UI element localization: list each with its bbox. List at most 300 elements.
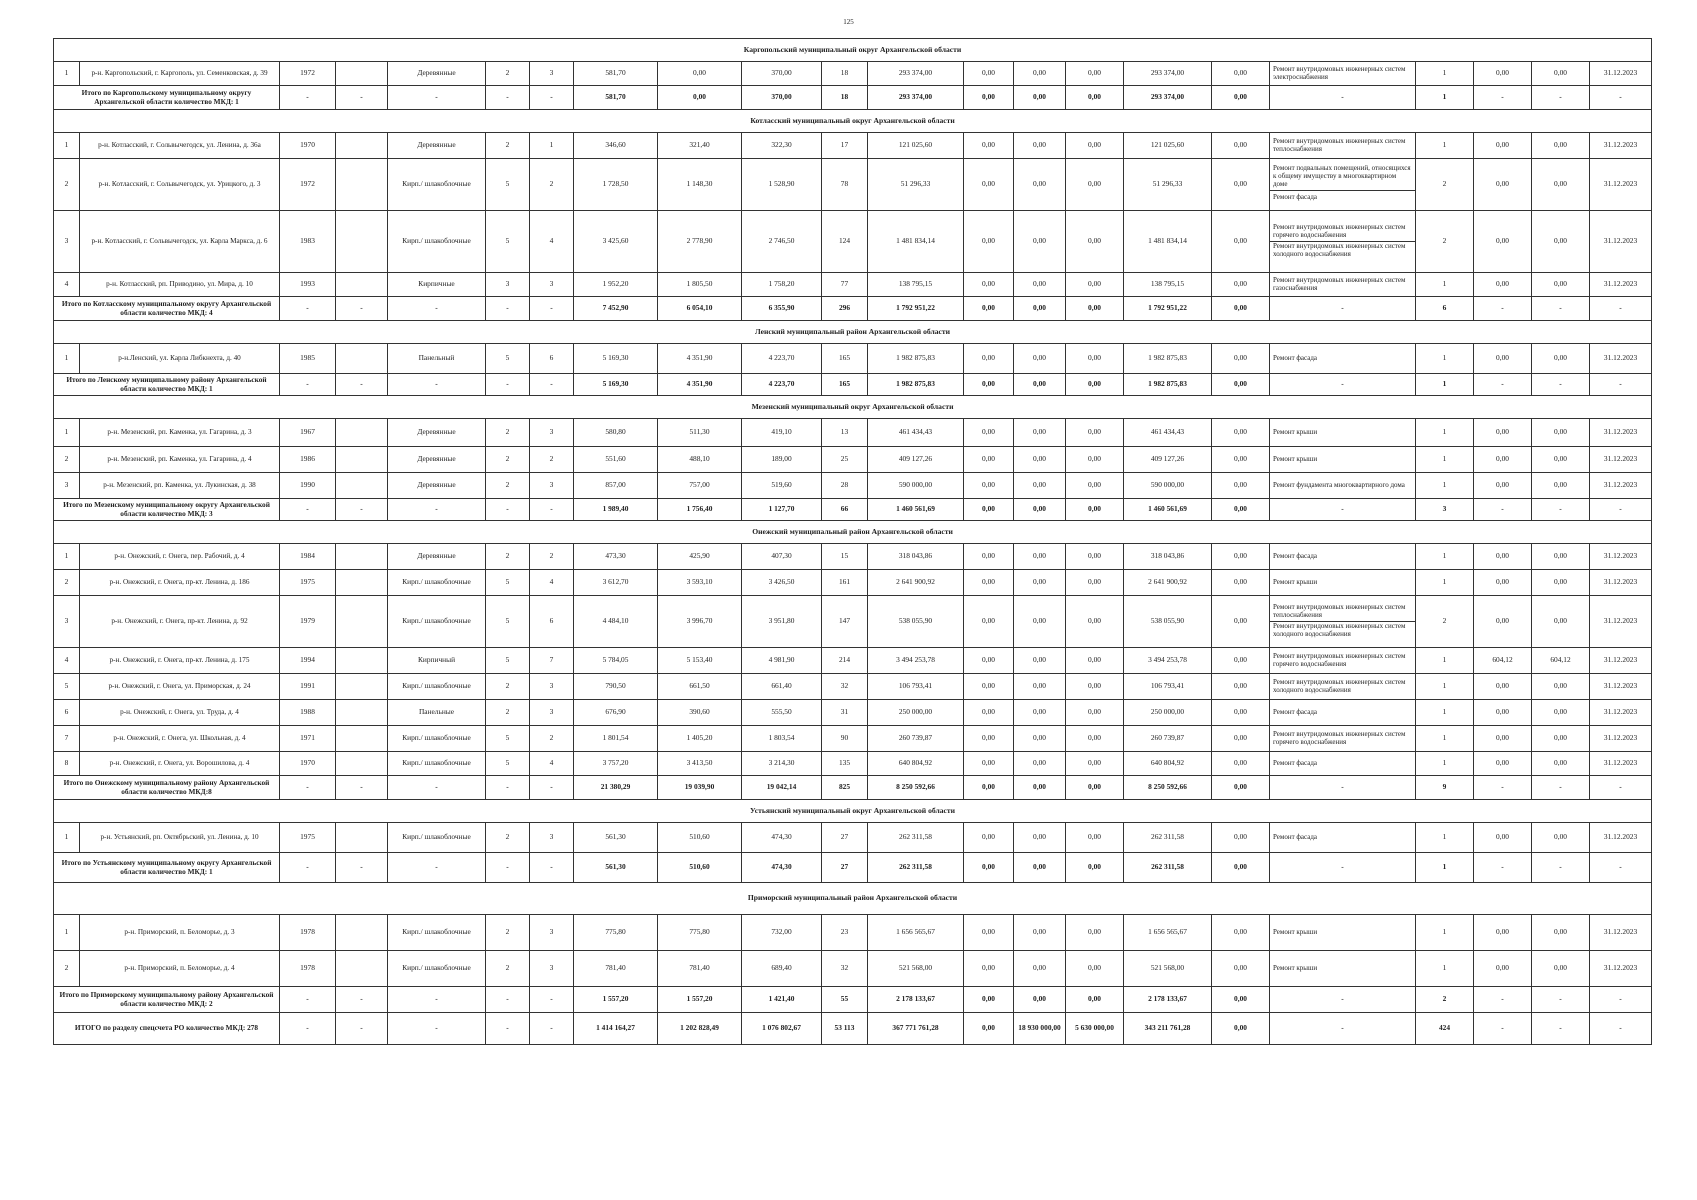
work-count-cell: 1 [1416,447,1474,473]
entrances-cell: 3 [530,473,574,499]
specific-cost-cell: 0,00 [1474,596,1532,648]
year-cell: - [280,86,336,110]
c2-cell: 0,00 [1014,344,1066,374]
area-cell: 781,40 [574,951,658,987]
total-area-cell: 5 169,30 [574,374,658,396]
c1-cell: 0,00 [964,596,1014,648]
area-cell: 580,80 [574,419,658,447]
works-cell [1270,273,1416,297]
total-area-cell: 581,70 [574,86,658,110]
people-cell: 214 [822,648,868,674]
work-type: Ремонт внутридомовых инженерных систем теплоснабжения [1273,136,1406,153]
total-c1-cell: 0,00 [964,776,1014,800]
c1-cell: 0,00 [964,648,1014,674]
cost-cell: 3 494 253,78 [868,648,964,674]
table-row [54,752,1652,776]
total-c3-cell: 0,00 [1066,86,1124,110]
total-area-cell: 561,30 [574,853,658,883]
res-cell: 419,10 [742,419,822,447]
res-cell: 474,30 [742,823,822,853]
c1-cell: 0,00 [964,570,1014,596]
specific-cost-cell: 0,00 [1474,419,1532,447]
total-living-cell: 6 054,10 [658,297,742,321]
living-cell: 5 153,40 [658,648,742,674]
work-type: Ремонт крыши [1273,454,1318,463]
address-cell: р-н. Мезенский, рп. Каменка, ул. Гагарина, д. 4 [80,447,280,473]
row-number-cell: 3 [54,596,80,648]
total-res-cell: 370,00 [742,86,822,110]
c1-cell: 0,00 [964,211,1014,273]
table-row [54,344,1652,374]
max-cost-cell: - [1532,853,1590,883]
work-count-cell: 1 [1416,700,1474,726]
year-cell: 1972 [280,159,336,211]
c1-cell: 0,00 [964,344,1014,374]
address-cell: р-н. Онежский, г. Онега, ул. Труда, д. 4 [80,700,280,726]
work-type: Ремонт крыши [1273,577,1318,586]
entrances-cell: 7 [530,648,574,674]
date-cell: 31.12.2023 [1590,700,1652,726]
total-cost-cell: 1 792 951,22 [868,297,964,321]
work-type: Ремонт внутридомовых инженерных систем горячего водоснабжения [1273,729,1406,746]
c1-cell: 0,00 [964,273,1014,297]
max-cost-cell: 0,00 [1532,726,1590,752]
c1-cell: 0,00 [964,62,1014,86]
blank-cell [336,473,388,499]
c4-cell: 3 494 253,78 [1124,648,1212,674]
total-c4-cell: 293 374,00 [1124,86,1212,110]
res-cell: 689,40 [742,951,822,987]
work-count-cell: 1 [1416,344,1474,374]
work-type: Ремонт фасада [1270,190,1415,205]
specific-cost-cell: - [1474,499,1532,521]
section-header-row [54,396,1652,419]
year-cell: 1993 [280,273,336,297]
wall-material-cell: Кирп./ шлакоблочные [388,596,486,648]
cost-cell: 1 656 565,67 [868,915,964,951]
wall-material-cell: Кирп./ шлакоблочные [388,726,486,752]
blank-cell [336,544,388,570]
total-living-cell: 19 039,90 [658,776,742,800]
total-c2-cell: 18 930 000,00 [1014,1013,1066,1045]
total-count-cell: 6 [1416,297,1474,321]
res-cell: 370,00 [742,62,822,86]
row-number-cell: 2 [54,159,80,211]
c2-cell: 0,00 [1014,273,1066,297]
wall-material-cell: Панельный [388,344,486,374]
total-people-cell: 53 113 [822,1013,868,1045]
c5-cell: 0,00 [1212,211,1270,273]
total-c4-cell: 1 460 561,69 [1124,499,1212,521]
total-res-cell: 1 127,70 [742,499,822,521]
specific-cost-cell: 0,00 [1474,726,1532,752]
total-living-cell: 510,60 [658,853,742,883]
works-cell [1270,596,1416,648]
total-area-cell: 1 989,40 [574,499,658,521]
c4-cell: 260 739,87 [1124,726,1212,752]
c3-cell: 0,00 [1066,596,1124,648]
area-cell: 775,80 [574,915,658,951]
year-cell: - [280,1013,336,1045]
c2-cell: 0,00 [1014,473,1066,499]
blank-cell [336,133,388,159]
living-cell: 390,60 [658,700,742,726]
year-cell: - [280,297,336,321]
entrances-cell: 6 [530,596,574,648]
total-c4-cell: 8 250 592,66 [1124,776,1212,800]
page-number: 125 [843,18,854,26]
works-cell [1270,473,1416,499]
entrances-cell: - [530,297,574,321]
row-number-cell: 5 [54,674,80,700]
blank-cell [336,951,388,987]
blank-cell [336,273,388,297]
c3-cell: 0,00 [1066,62,1124,86]
c4-cell: 521 568,00 [1124,951,1212,987]
total-count-cell: 424 [1416,1013,1474,1045]
year-cell: - [280,776,336,800]
c2-cell: 0,00 [1014,915,1066,951]
blank-cell: - [336,86,388,110]
floors-cell: 2 [486,62,530,86]
section-header-row [54,521,1652,544]
total-c3-cell: 5 630 000,00 [1066,1013,1124,1045]
c2-cell: 0,00 [1014,447,1066,473]
total-c5-cell: 0,00 [1212,374,1270,396]
row-number-cell: 1 [54,133,80,159]
specific-cost-cell: - [1474,853,1532,883]
entrances-cell: 3 [530,823,574,853]
year-cell: 1979 [280,596,336,648]
total-res-cell: 4 223,70 [742,374,822,396]
total-label: Итого по Котласскому муниципальному округу Архангельской области количество МКД: 4 [54,297,280,321]
address-cell: р-н. Котласский, г. Сольвычегодск, ул. Карла Маркса, д. 6 [80,211,280,273]
wall-material-cell: Деревянные [388,544,486,570]
cost-cell: 106 793,41 [868,674,964,700]
table-row [54,674,1652,700]
date-cell: 31.12.2023 [1590,447,1652,473]
total-people-cell: 55 [822,987,868,1013]
blank-cell [336,211,388,273]
row-number-cell: 8 [54,752,80,776]
address-cell: р-н. Онежский, г. Онега, ул. Школьная, д. 4 [80,726,280,752]
section-total-row [54,499,1652,521]
total-label: Итого по Каргопольскому муниципальному округу Архангельской области количество МКД: 1 [54,86,280,110]
total-living-cell: 4 351,90 [658,374,742,396]
entrances-cell: 6 [530,344,574,374]
floors-cell: 5 [486,211,530,273]
year-cell: 1988 [280,700,336,726]
total-c1-cell: 0,00 [964,987,1014,1013]
c2-cell: 0,00 [1014,419,1066,447]
c4-cell: 409 127,26 [1124,447,1212,473]
c2-cell: 0,00 [1014,726,1066,752]
year-cell: 1971 [280,726,336,752]
total-c2-cell: 0,00 [1014,374,1066,396]
people-cell: 32 [822,951,868,987]
total-res-cell: 474,30 [742,853,822,883]
total-c3-cell: 0,00 [1066,776,1124,800]
work-count-cell: 1 [1416,419,1474,447]
year-cell: 1970 [280,752,336,776]
total-c3-cell: 0,00 [1066,853,1124,883]
row-number-cell: 1 [54,62,80,86]
work-count-cell: 1 [1416,273,1474,297]
section-total-row [54,374,1652,396]
c5-cell: 0,00 [1212,752,1270,776]
c5-cell: 0,00 [1212,674,1270,700]
floors-cell: - [486,499,530,521]
section-title: Мезенский муниципальный округ Архангельской области [54,396,1652,419]
total-count-cell: 1 [1416,374,1474,396]
c5-cell: 0,00 [1212,447,1270,473]
date-cell: 31.12.2023 [1590,570,1652,596]
work-type: Ремонт фасада [1273,758,1318,767]
works-cell: - [1270,1013,1416,1045]
capital-repair-table [53,38,1652,1045]
c3-cell: 0,00 [1066,344,1124,374]
wall-material-cell: Кирп./ шлакоблочные [388,674,486,700]
max-cost-cell: - [1532,987,1590,1013]
total-c4-cell: 1 792 951,22 [1124,297,1212,321]
works-cell [1270,915,1416,951]
c5-cell: 0,00 [1212,570,1270,596]
max-cost-cell: 0,00 [1532,570,1590,596]
section-header-row [54,800,1652,823]
work-type: Ремонт внутридомовых инженерных систем теплоснабжения [1273,603,1406,620]
wall-material-cell: Кирп./ шлакоблочные [388,211,486,273]
res-cell: 189,00 [742,447,822,473]
c2-cell: 0,00 [1014,62,1066,86]
total-label: Итого по Мезенскому муниципальному округу Архангельской области количество МКД: 3 [54,499,280,521]
c4-cell: 51 296,33 [1124,159,1212,211]
c2-cell: 0,00 [1014,211,1066,273]
entrances-cell: - [530,1013,574,1045]
work-type: Ремонт фасада [1273,353,1318,362]
floors-cell: 2 [486,674,530,700]
work-type: Ремонт внутридомовых инженерных систем горячего водоснабжения [1273,651,1406,668]
section-header-row [54,321,1652,344]
people-cell: 15 [822,544,868,570]
people-cell: 18 [822,62,868,86]
max-cost-cell: 0,00 [1532,159,1590,211]
total-people-cell: 165 [822,374,868,396]
table-row [54,544,1652,570]
row-number-cell: 6 [54,700,80,726]
date-cell: 31.12.2023 [1590,951,1652,987]
date-cell: 31.12.2023 [1590,133,1652,159]
row-number-cell: 2 [54,951,80,987]
cost-cell: 2 641 900,92 [868,570,964,596]
entrances-cell: 1 [530,133,574,159]
year-cell: 1985 [280,344,336,374]
total-cost-cell: 367 771 761,28 [868,1013,964,1045]
area-cell: 1 801,54 [574,726,658,752]
table-row [54,823,1652,853]
works-cell [1270,570,1416,596]
wall-material-cell: Деревянные [388,419,486,447]
date-cell: 31.12.2023 [1590,62,1652,86]
year-cell: - [280,374,336,396]
work-count-cell: 1 [1416,544,1474,570]
table-row [54,473,1652,499]
living-cell: 3 413,50 [658,752,742,776]
living-cell: 661,50 [658,674,742,700]
works-cell: - [1270,297,1416,321]
c5-cell: 0,00 [1212,648,1270,674]
total-c5-cell: 0,00 [1212,499,1270,521]
works-cell [1270,447,1416,473]
area-cell: 551,60 [574,447,658,473]
year-cell: 1978 [280,951,336,987]
floors-cell: 5 [486,648,530,674]
total-c3-cell: 0,00 [1066,297,1124,321]
people-cell: 17 [822,133,868,159]
area-cell: 5 169,30 [574,344,658,374]
max-cost-cell: 604,12 [1532,648,1590,674]
living-cell: 2 778,90 [658,211,742,273]
total-res-cell: 6 355,90 [742,297,822,321]
specific-cost-cell: 0,00 [1474,700,1532,726]
total-c2-cell: 0,00 [1014,987,1066,1013]
date-cell: 31.12.2023 [1590,159,1652,211]
area-cell: 790,50 [574,674,658,700]
total-living-cell: 1 202 828,49 [658,1013,742,1045]
year-cell: 1978 [280,915,336,951]
floors-cell: 5 [486,752,530,776]
specific-cost-cell: 0,00 [1474,674,1532,700]
total-c1-cell: 0,00 [964,297,1014,321]
max-cost-cell: 0,00 [1532,211,1590,273]
max-cost-cell: 0,00 [1532,419,1590,447]
blank-cell: - [336,853,388,883]
blank-cell [336,596,388,648]
year-cell: 1972 [280,62,336,86]
c4-cell: 590 000,00 [1124,473,1212,499]
year-cell: - [280,853,336,883]
total-people-cell: 18 [822,86,868,110]
total-cost-cell: 8 250 592,66 [868,776,964,800]
c3-cell: 0,00 [1066,544,1124,570]
works-cell: - [1270,853,1416,883]
total-people-cell: 825 [822,776,868,800]
blank-cell [336,570,388,596]
total-count-cell: 1 [1416,853,1474,883]
total-label: Итого по Устьянскому муниципальному округу Архангельской области количество МКД: 1 [54,853,280,883]
c4-cell: 538 055,90 [1124,596,1212,648]
address-cell: р-н. Онежский, г. Онега, ул. Приморская, д. 24 [80,674,280,700]
c5-cell: 0,00 [1212,419,1270,447]
cost-cell: 260 739,87 [868,726,964,752]
cost-cell: 121 025,60 [868,133,964,159]
entrances-cell: - [530,374,574,396]
c5-cell: 0,00 [1212,344,1270,374]
total-area-cell: 21 380,29 [574,776,658,800]
floors-cell: 2 [486,951,530,987]
max-cost-cell: 0,00 [1532,133,1590,159]
c1-cell: 0,00 [964,674,1014,700]
res-cell: 1 758,20 [742,273,822,297]
living-cell: 781,40 [658,951,742,987]
total-label: Итого по Ленскому муниципальному району Архангельской области количество МКД: 1 [54,374,280,396]
date-cell: 31.12.2023 [1590,211,1652,273]
total-c1-cell: 0,00 [964,499,1014,521]
c2-cell: 0,00 [1014,674,1066,700]
floors-cell: 5 [486,570,530,596]
c3-cell: 0,00 [1066,159,1124,211]
work-type: Ремонт фасада [1273,707,1318,716]
max-cost-cell: 0,00 [1532,752,1590,776]
c2-cell: 0,00 [1014,648,1066,674]
works-cell [1270,752,1416,776]
row-number-cell: 4 [54,648,80,674]
res-cell: 4 981,90 [742,648,822,674]
entrances-cell: 3 [530,951,574,987]
works-cell [1270,133,1416,159]
res-cell: 1 803,54 [742,726,822,752]
total-area-cell: 7 452,90 [574,297,658,321]
section-title: Котласский муниципальный округ Архангельской области [54,110,1652,133]
table-row [54,273,1652,297]
c1-cell: 0,00 [964,419,1014,447]
work-type: Ремонт внутридомовых инженерных систем холодного водоснабжения [1273,677,1406,694]
wall-material-cell: Кирп./ шлакоблочные [388,159,486,211]
entrances-cell: - [530,987,574,1013]
work-type: Ремонт внутридомовых инженерных систем горячего водоснабжения [1273,223,1406,240]
blank-cell [336,447,388,473]
c3-cell: 0,00 [1066,419,1124,447]
blank-cell: - [336,1013,388,1045]
c2-cell: 0,00 [1014,159,1066,211]
people-cell: 124 [822,211,868,273]
c3-cell: 0,00 [1066,915,1124,951]
address-cell: р-н. Онежский, г. Онега, пр-кт. Ленина, д. 92 [80,596,280,648]
section-total-row [54,987,1652,1013]
living-cell: 425,90 [658,544,742,570]
c4-cell: 121 025,60 [1124,133,1212,159]
table-row [54,419,1652,447]
works-cell [1270,951,1416,987]
total-c1-cell: 0,00 [964,1013,1014,1045]
specific-cost-cell: 0,00 [1474,544,1532,570]
section-title: Устьянский муниципальный округ Архангельской области [54,800,1652,823]
year-cell: 1975 [280,570,336,596]
cost-cell: 1 481 834,14 [868,211,964,273]
c3-cell: 0,00 [1066,273,1124,297]
entrances-cell: - [530,499,574,521]
capital-repair-table-sheet [53,38,1651,1045]
year-cell: 1991 [280,674,336,700]
c1-cell: 0,00 [964,473,1014,499]
address-cell: р-н. Каргопольский, г. Каргополь, ул. Семенковская, д. 39 [80,62,280,86]
total-cost-cell: 1 982 875,83 [868,374,964,396]
year-cell: 1994 [280,648,336,674]
c3-cell: 0,00 [1066,674,1124,700]
date-cell: - [1590,499,1652,521]
max-cost-cell: 0,00 [1532,674,1590,700]
specific-cost-cell: 0,00 [1474,570,1532,596]
max-cost-cell: 0,00 [1532,447,1590,473]
total-c1-cell: 0,00 [964,853,1014,883]
c5-cell: 0,00 [1212,951,1270,987]
blank-cell [336,726,388,752]
year-cell: 1986 [280,447,336,473]
year-cell: 1970 [280,133,336,159]
c2-cell: 0,00 [1014,951,1066,987]
res-cell: 3 426,50 [742,570,822,596]
specific-cost-cell: - [1474,1013,1532,1045]
people-cell: 31 [822,700,868,726]
